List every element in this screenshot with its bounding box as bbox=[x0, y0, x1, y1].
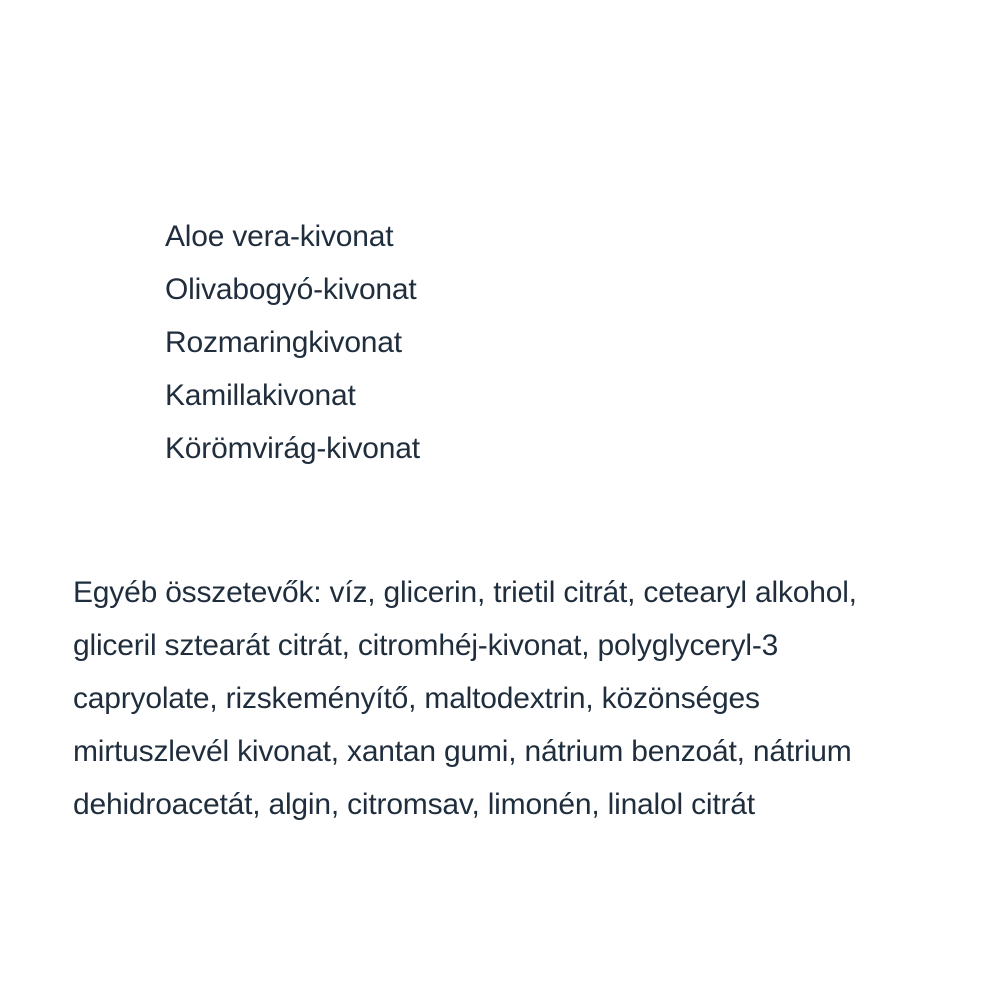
paragraph-line: dehidroacetát, algin, citromsav, limonén, linalol citrát bbox=[73, 788, 755, 821]
list-item: Aloe vera-kivonat bbox=[165, 220, 394, 253]
other-ingredients-paragraph bbox=[73, 566, 933, 831]
list-item: Kamillakivonat bbox=[165, 379, 356, 412]
extract-list bbox=[165, 210, 420, 475]
list-item: Olivabogyó-kivonat bbox=[165, 273, 417, 306]
list-item: Körömvirág-kivonat bbox=[165, 432, 420, 465]
paragraph-line: mirtuszlevél kivonat, xantan gumi, nátrium benzoát, nátrium bbox=[73, 735, 852, 768]
paragraph-line: Egyéb összetevők: víz, glicerin, trietil citrát, cetearyl alkohol, bbox=[73, 576, 857, 609]
paragraph-line: capryolate, rizskeményítő, maltodextrin, közönséges bbox=[73, 682, 760, 715]
list-item: Rozmaringkivonat bbox=[165, 326, 402, 359]
paragraph-line: gliceril sztearát citrát, citromhéj-kivonat, polyglyceryl-3 bbox=[73, 629, 779, 662]
